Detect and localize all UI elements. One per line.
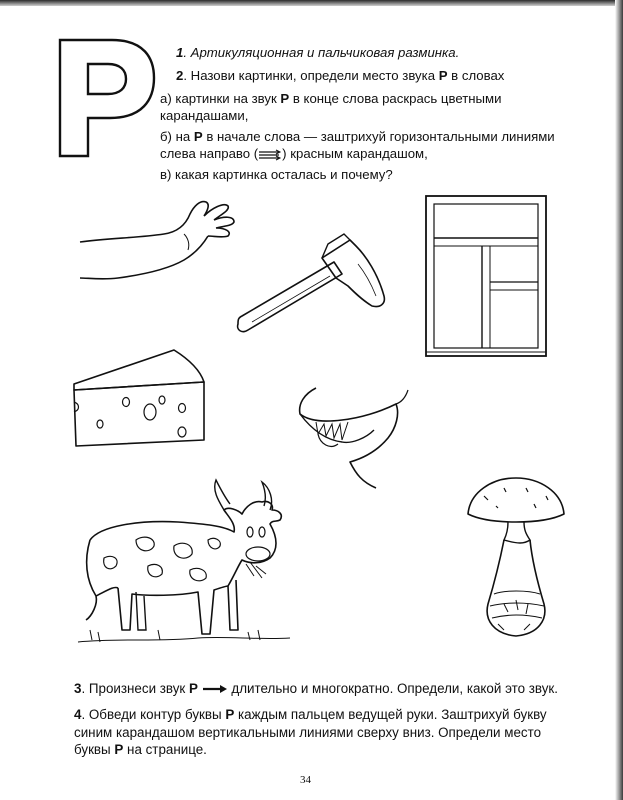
instruction-text: в конце слова раскрась цветными карандашами, [160, 91, 502, 123]
arm-icon [78, 194, 238, 290]
cheese-icon [70, 346, 208, 450]
cow-icon [78, 470, 290, 650]
instruction-text: в начале слова — заштрихуй горизонтальными линиями слева направо ( [160, 129, 555, 161]
big-letter-r [54, 36, 158, 160]
task-number: 3 [74, 681, 82, 696]
instruction-v: в) какая картинка осталась и почему? [160, 167, 393, 182]
instruction-number: 1 [176, 45, 184, 60]
scan-edge-top [0, 0, 623, 6]
task-3 [74, 681, 594, 696]
task-text: . Обведи контур буквы [81, 707, 226, 722]
scan-edge-right [615, 0, 623, 800]
instruction-text: в словах [447, 68, 505, 83]
arrow-right-icon [202, 684, 228, 694]
mushroom-icon [464, 474, 568, 640]
task-number: 4 [74, 707, 82, 722]
task-text: . Произнеси звук [81, 681, 190, 696]
axe-icon [232, 234, 392, 338]
instruction-text: б) на [160, 129, 194, 144]
instruction-text: а) картинки на звук [160, 91, 281, 106]
instruction-a [160, 90, 560, 124]
letter-r: Р [114, 742, 124, 757]
mouth-icon [296, 384, 408, 498]
letter-r: Р [189, 681, 198, 696]
task-text: на странице. [123, 742, 207, 757]
hatch-arrows-icon [258, 149, 282, 161]
page-number: 34 [300, 774, 311, 786]
instruction-2 [176, 67, 504, 84]
letter-r: Р [225, 707, 235, 722]
task-text: каждым пальцем ведущей руки. Заштрихуй букву синим карандашом вертикальными линиями сверху вниз. Определи место буквы [74, 707, 547, 757]
letter-r: Р [280, 91, 290, 106]
instruction-text: . Артикуляционная и пальчиковая разминка. [183, 45, 460, 60]
letter-r: Р [193, 129, 203, 144]
instruction-number: 2 [176, 68, 184, 83]
window-icon [424, 194, 548, 358]
letter-r: Р [438, 68, 448, 83]
task-4 [74, 706, 574, 759]
instruction-text: . Назови картинки, определи место звука [183, 68, 439, 83]
instruction-text: ) красным карандашом, [282, 146, 428, 161]
instruction-1 [176, 44, 459, 61]
instruction-b [160, 128, 570, 162]
task-text: длительно и многократно. Определи, какой это звук. [227, 681, 559, 696]
